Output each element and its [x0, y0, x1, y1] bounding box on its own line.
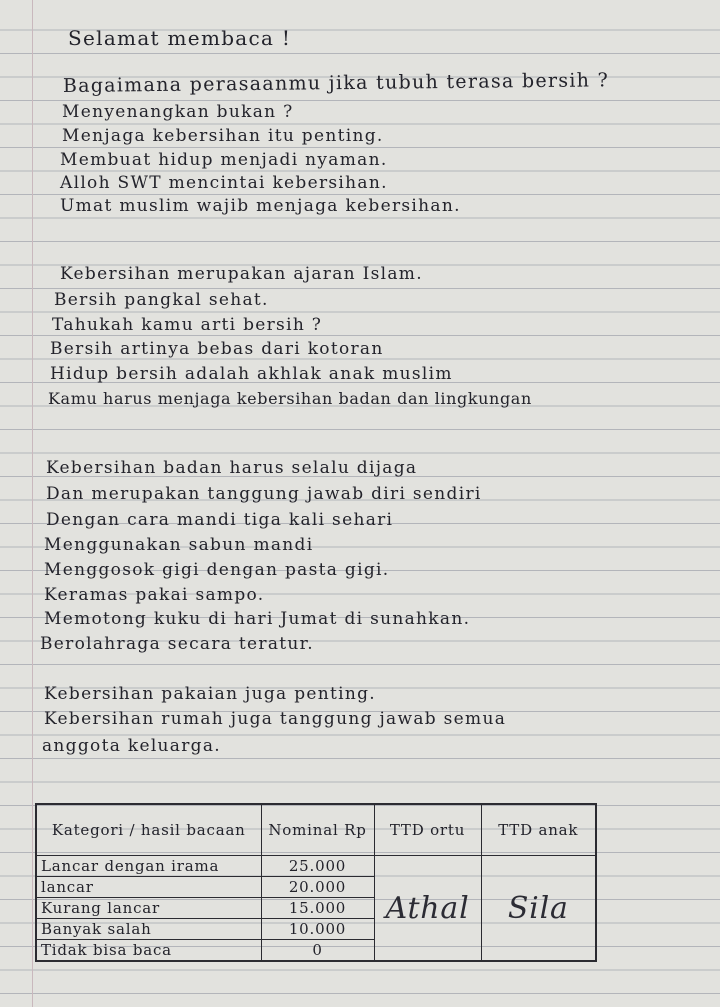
text-line: Umat muslim wajib menjaga kebersihan.	[60, 196, 461, 216]
nominal-cell: 15.000	[261, 898, 374, 919]
reading-score-table	[35, 803, 597, 962]
text-line: Bersih pangkal sehat.	[54, 290, 269, 310]
text-line: Bersih artinya bebas dari kotoran	[50, 339, 384, 359]
text-line: Kebersihan pakaian juga penting.	[44, 684, 376, 704]
child-signature: Sila	[507, 890, 569, 926]
text-line: Kamu harus menjaga kebersihan badan dan lingkungan	[48, 389, 532, 408]
text-line: Dengan cara mandi tiga kali sehari	[46, 510, 394, 530]
text-line: Keramas pakai sampo.	[44, 585, 265, 605]
text-line: Membuat hidup menjadi nyaman.	[60, 150, 388, 170]
nominal-cell: 20.000	[261, 877, 374, 898]
kategori-cell: Lancar dengan irama	[36, 856, 261, 877]
header-nominal: Nominal Rp	[261, 804, 374, 856]
text-line: Kebersihan merupakan ajaran Islam.	[60, 264, 423, 284]
margin-line	[32, 0, 33, 1007]
header-ttd-anak: TTD anak	[481, 804, 596, 856]
nominal-cell: 25.000	[261, 856, 374, 877]
text-line: anggota keluarga.	[42, 736, 221, 756]
page-title: Selamat membaca !	[68, 26, 292, 50]
text-line: Menyenangkan bukan ?	[62, 102, 294, 122]
parent-signature: Athal	[385, 890, 470, 926]
header-kategori: Kategori / hasil bacaan	[36, 804, 261, 856]
text-line: Kebersihan rumah juga tanggung jawab semua	[44, 709, 507, 729]
ttd-anak-cell	[481, 856, 596, 962]
kategori-cell: Banyak salah	[36, 919, 261, 940]
kategori-cell: lancar	[36, 877, 261, 898]
text-line: Memotong kuku di hari Jumat di sunahkan.	[44, 609, 471, 629]
text-line: Dan merupakan tanggung jawab diri sendiri	[46, 484, 482, 504]
text-line: Tahukah kamu arti bersih ?	[52, 315, 323, 335]
table-header-row	[36, 804, 596, 856]
nominal-cell: 0	[261, 940, 374, 962]
text-line: Menjaga kebersihan itu penting.	[62, 126, 384, 146]
kategori-cell: Kurang lancar	[36, 898, 261, 919]
text-line: Berolahraga secara teratur.	[40, 634, 314, 654]
text-line: Alloh SWT mencintai kebersihan.	[60, 173, 388, 193]
kategori-cell: Tidak bisa baca	[36, 940, 261, 962]
header-ttd-ortu: TTD ortu	[374, 804, 481, 856]
table-row	[36, 856, 596, 877]
text-line: Menggunakan sabun mandi	[44, 535, 314, 555]
text-line: Bagaimana perasaanmu jika tubuh terasa bersih ?	[62, 69, 610, 97]
text-line: Kebersihan badan harus selalu dijaga	[46, 458, 418, 478]
text-line: Menggosok gigi dengan pasta gigi.	[44, 560, 390, 580]
ttd-ortu-cell	[374, 856, 481, 962]
nominal-cell: 10.000	[261, 919, 374, 940]
text-line: Hidup bersih adalah akhlak anak muslim	[50, 364, 453, 384]
